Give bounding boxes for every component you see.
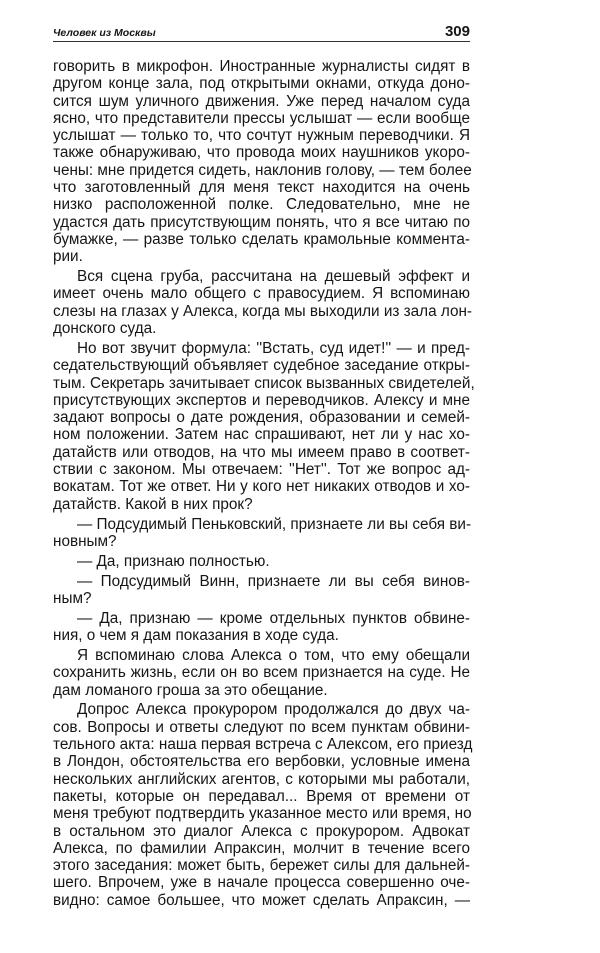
paragraph <box>53 610 470 645</box>
text-line: ясно, что представители прессы услышат — если вообще <box>53 109 470 127</box>
text-line: пакеты, которые он передавал... Время от времени от <box>53 787 470 805</box>
paragraph <box>53 573 470 608</box>
text-line: тельного акта: наша первая встреча с Алексом, его приезд <box>53 736 473 754</box>
text-line: другом конце зала, под открытыми окнами, откуда доно- <box>53 75 470 93</box>
paragraph <box>53 339 475 513</box>
running-title: Человек из Москвы <box>53 27 156 39</box>
text-line: слезы на глазах у Алекса, когда мы выходили из зала лон- <box>53 302 473 320</box>
text-line: — Подсудимый Пеньковский, признаете ли вы себя ви- <box>77 515 472 533</box>
text-line: вокатам. Тот же ответ. Ни у кого нет никаких отводов и хо- <box>53 478 470 496</box>
paragraph <box>53 268 473 338</box>
text-line: задают вопросы о дате рождения, образовании и семей- <box>53 409 470 427</box>
paragraph <box>53 58 470 266</box>
text-line: Я вспоминаю слова Алекса о том, что ему обещали <box>77 646 470 664</box>
text-line: — Подсудимый Винн, признаете ли вы себя винов- <box>77 572 470 590</box>
text-line: имеет очень мало общего с правосудием. Я вспоминаю <box>53 285 470 303</box>
paragraph <box>53 553 470 570</box>
paragraph <box>53 701 473 909</box>
text-line: также обнаруживаю, что провода моих наушников укоро- <box>53 144 470 162</box>
text-line: новным? <box>53 532 117 550</box>
text-line: ным? <box>53 589 92 607</box>
page-number: 309 <box>444 23 470 40</box>
text-line: ном положении. Затем нас спрашивают, нет ли у нас хо- <box>53 426 470 444</box>
text-line: седательствующий объявляет судебное заседание откры- <box>53 357 470 375</box>
text-line: сов. Вопросы и ответы следуют по всем пунктам обвини- <box>53 718 470 736</box>
text-line: меня требуют подтвердить указанное место или время, но <box>53 805 472 823</box>
text-line: сится шум уличного движения. Уже перед началом суда <box>53 92 470 110</box>
text-line: рии. <box>53 248 83 266</box>
text-line: ния, о чем я дам показания в ходе суда. <box>53 627 339 645</box>
text-line: Алекса, по фамилии Апраксин, молчит в течение всего <box>53 839 470 857</box>
text-line: Вся сцена груба, рассчитана на дешевый эффект и <box>77 268 470 286</box>
text-line: тым. Секретарь зачитывает список вызванных свидетелей, <box>53 374 475 392</box>
text-line: низко расположенной полке. Следовательно, мне не <box>53 196 470 214</box>
text-line: в Лондон, обстоятельства его вербовки, условные имена <box>53 753 470 771</box>
text-line: видно: самое большее, что может сделать Апраксин, — <box>53 891 470 909</box>
text-line: дам ломаного гроша за это обещание. <box>53 681 328 699</box>
text-line: говорить в микрофон. Иностранные журналисты сидят в <box>53 58 470 75</box>
text-line: датайств или отводов, на что мы имеем право в соответ- <box>53 443 470 461</box>
text-line: что заготовленный для меня текст находится на очень <box>53 179 470 197</box>
text-line: — Да, признаю полностью. <box>77 552 270 570</box>
text-line: чены: мне придется сидеть, наклонив голову, — тем более <box>53 161 472 179</box>
text-line: ствии с законом. Мы отвечаем: ''Нет''. Тот же вопрос ад- <box>53 461 470 479</box>
text-line: сохранить жизнь, если он во всем признается на суде. Не <box>53 664 470 682</box>
text-line: нескольких английских агентов, с которыми мы работали, <box>53 770 470 788</box>
text-line: удастся дать присутствующим понять, что я все читаю по <box>53 213 470 231</box>
text-line: шего. Впрочем, уже в начале процесса совершенно оче- <box>53 874 470 892</box>
text-line: донского суда. <box>53 320 157 338</box>
text-line: присутствующих экспертов и переводчиков. Алексу и мне <box>53 391 470 409</box>
paragraph <box>53 647 470 699</box>
body-text <box>53 58 475 909</box>
text-line: бумажке, — разве только сделать крамольные коммента- <box>53 230 470 248</box>
text-line: — Да, признаю — кроме отдельных пунктов обвине- <box>77 609 470 627</box>
paragraph <box>53 516 470 551</box>
text-line: услышат — только то, что сочтут нужным переводчики. Я <box>53 127 470 145</box>
text-line: этого заседания: может быть, бережет силы для дальней- <box>53 857 470 875</box>
text-line: в остальном это диалог Алекса с прокурором. Адвокат <box>53 822 470 840</box>
text-line: датайств. Какой в них прок? <box>53 495 253 513</box>
text-line: Допрос Алекса прокурором продолжался до двух ча- <box>77 701 470 719</box>
text-line: Но вот звучит формула: ''Встать, суд идет!'' — и пред- <box>77 339 470 357</box>
running-header <box>53 22 470 42</box>
